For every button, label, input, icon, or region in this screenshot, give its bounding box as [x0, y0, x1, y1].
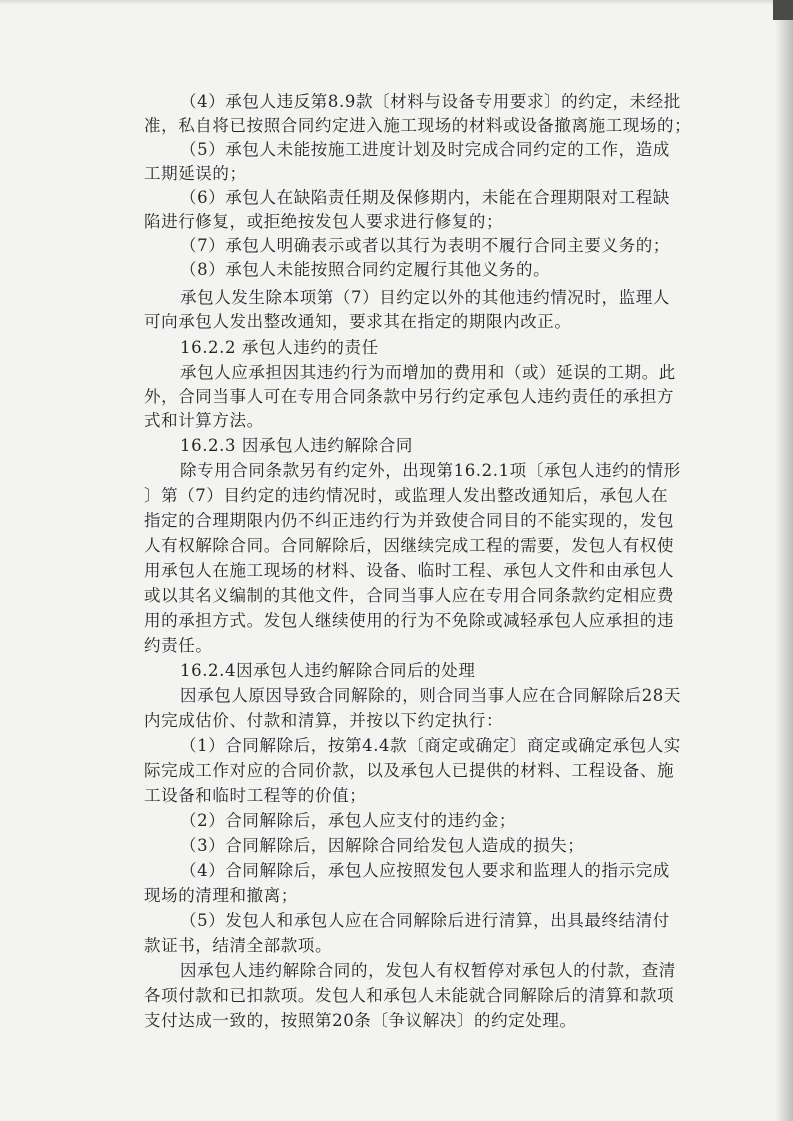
final-line-1: 因承包人违约解除合同的，发包人有权暂停对承包人的付款，查清	[180, 961, 676, 980]
item-1-line-2: 际完成工作对应的合同价款，以及承包人已提供的材料、工程设备、施	[144, 761, 675, 780]
item-4-line-1: （4）合同解除后，承包人应按照发包人要求和监理人的指示完成	[180, 861, 670, 880]
item-1-line-1: （1）合同解除后，按第4.4款〔商定或确定〕商定或确定承包人实	[180, 736, 681, 755]
heading-16-2-3: 16.2.3 因承包人违约解除合同	[180, 436, 413, 455]
notice-line-1: 承包人发生除本项第（7）目约定以外的其他违约情况时，监理人	[180, 288, 670, 307]
item-2-line: （2）合同解除后，承包人应支付的违约金；	[180, 811, 516, 830]
liability-line-3: 式和计算方法。	[144, 411, 264, 430]
termination-line-2: 〕第（7）目约定的违约情况时，或监理人发出整改通知后，承包人在	[144, 486, 669, 505]
item-3-line: （3）合同解除后，因解除合同给发包人造成的损失；	[180, 836, 585, 855]
termination-line-3: 指定的合理期限内仍不纠正违约行为并致使合同目的不能实现的，发包	[144, 511, 675, 530]
heading-16-2-4: 16.2.4因承包人违约解除合同后的处理	[180, 661, 476, 680]
clause-5-line-1: （5）承包人未能按施工进度计划及时完成合同约定的工作，造成	[180, 140, 670, 159]
heading-16-2-2: 16.2.2 承包人违约的责任	[180, 338, 379, 357]
liability-line-1: 承包人应承担因其违约行为而增加的费用和（或）延误的工期。此	[180, 363, 676, 382]
clause-6-line-1: （6）承包人在缺陷责任期及保修期内，未能在合理期限对工程缺	[180, 188, 670, 207]
termination-line-6: 或以其名义编制的其他文件，合同当事人应在专用合同条款约定相应费	[144, 586, 675, 605]
clause-8-line: （8）承包人未能按照合同约定履行其他义务的。	[180, 260, 551, 279]
clause-4-line-2: 准，私自将已按照合同约定进入施工现场的材料或设备撤离施工现场的；	[144, 116, 692, 135]
clause-7-line: （7）承包人明确表示或者以其行为表明不履行合同主要义务的；	[180, 236, 670, 255]
item-1-line-3: 工设备和临时工程等的价值；	[144, 786, 367, 805]
final-line-3: 支付达成一致的，按照第20条〔争议解决〕的约定处理。	[144, 1011, 577, 1030]
termination-line-7: 用的承担方式。发包人继续使用的行为不免除或减轻承包人应承担的违	[144, 611, 675, 630]
clause-4-line-1: （4）承包人违反第8.9款〔材料与设备专用要求〕的约定，未经批	[180, 92, 681, 111]
liability-line-2: 外，合同当事人可在专用合同条款中另行约定承包人违约责任的承担方	[144, 387, 675, 406]
handling-line-1: 因承包人原因导致合同解除的，则合同当事人应在合同解除后28天	[180, 686, 681, 705]
clause-6-line-2: 陷进行修复，或拒绝按发包人要求进行修复的；	[144, 212, 504, 231]
termination-line-4: 人有权解除合同。合同解除后，因继续完成工程的需要，发包人有权使	[144, 536, 675, 555]
item-5-line-2: 款证书，结清全部款项。	[144, 936, 333, 955]
item-4-line-2: 现场的清理和撤离；	[144, 886, 298, 905]
termination-line-1: 除专用合同条款另有约定外，出现第16.2.1项〔承包人违约的情形	[180, 461, 681, 480]
clause-5-line-2: 工期延误的；	[144, 164, 247, 183]
termination-line-8: 约责任。	[144, 636, 213, 655]
notice-line-2: 可向承包人发出整改通知，要求其在指定的期限内改正。	[144, 312, 572, 331]
final-line-2: 各项付款和已扣款项。发包人和承包人未能就合同解除后的清算和款项	[144, 986, 675, 1005]
handling-line-2: 内完成估价、付款和清算，并按以下约定执行：	[144, 711, 504, 730]
item-5-line-1: （5）发包人和承包人应在合同解除后进行清算，出具最终结清付	[180, 911, 670, 930]
termination-line-5: 用承包人在施工现场的材料、设备、临时工程、承包人文件和由承包人	[144, 561, 675, 580]
